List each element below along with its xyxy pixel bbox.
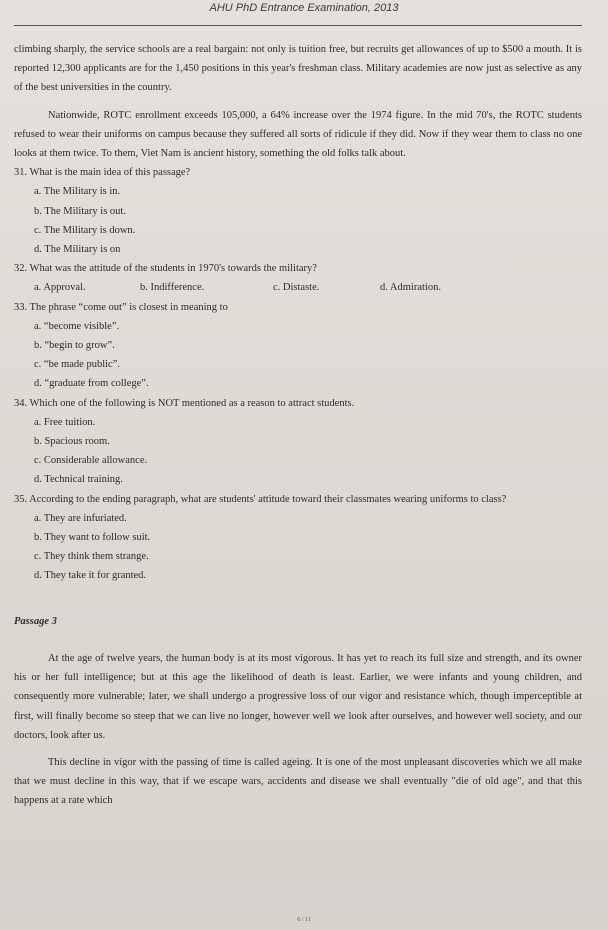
answer-option: d. Admiration. [380,282,441,294]
header-divider [14,25,582,26]
answer-option: d. “graduate from college”. [34,378,149,390]
answer-option: c. “be made public”. [34,359,120,371]
question-33 [14,298,582,394]
question-stem: 35. According to the ending paragraph, what are students' attitude toward their classmates wearing uniforms to class? [14,493,507,505]
question-stem: 33. The phrase “come out” is closest in meaning to [14,301,228,313]
question-35 [14,490,582,586]
answer-option: b. They want to follow suit. [34,532,151,544]
answer-option: d. The Military is on [34,244,121,256]
answer-option: b. “begin to grow”. [34,340,115,352]
question-32 [14,259,582,297]
answer-option: d. Technical training. [34,474,123,486]
page-number: 6 / 11 [297,917,311,923]
question-stem: 32. What was the attitude of the students in 1970's towards the military? [14,263,317,275]
question-stem: 31. What is the main idea of this passage? [14,167,191,179]
answer-option: c. They think them strange. [34,551,149,563]
answer-option: b. The Military is out. [34,205,126,217]
passage-paragraph: At the age of twelve years, the human body is at its most vigorous. It has yet to reach its full size and strength, and its owner his or her full intelligence; but at this age the likelihood of death is least. Earlier, we were infants and young children, and consequently more vulnerable; later, we shall undergo a progressive loss of our vigor and resistance which, though imperceptible at first, will finally become so steep that we can live no longer, however well we look after ourselves, and however well society, and our doctors, look after us. [14,652,582,741]
passage-paragraph: Nationwide, ROTC enrollment exceeds 105,000, a 64% increase over the 1974 figure. In the mid 70's, the ROTC students refused to wear their uniforms on campus because they suffered all sorts of ridicule if they did. Now if they wear them to class no one looks at them twice. To them, Viet Nam is ancient history, something the old folks talk about. [14,109,582,160]
page-content [14,40,582,811]
answer-option: b. Spacious room. [34,436,110,448]
answer-option: b. Indifference. [140,282,205,294]
question-34 [14,394,582,490]
answer-option: a. Approval. [34,282,86,294]
answer-option: c. The Military is down. [34,224,136,236]
answer-option: c. Considerable allowance. [34,455,148,467]
answer-option: c. Distaste. [273,282,320,294]
question-31 [14,163,582,259]
question-stem: 34. Which one of the following is NOT mentioned as a reason to attract students. [14,397,355,409]
answer-option: d. They take it for granted. [34,570,147,582]
answer-option: a. They are infuriated. [34,512,127,524]
page-header: AHU PhD Entrance Examination, 2013 [209,2,399,14]
passage-title: Passage 3 [14,615,57,627]
answer-option: a. The Military is in. [34,186,121,198]
answer-option: a. Free tuition. [34,416,96,428]
passage-paragraph: climbing sharply, the service schools are a real bargain: not only is tuition free, but recruits get allowances of up to $500 a mouth. It is reported 12,300 applicants are for the 1,450 positions in this year's freshman class. Military academies are now just as selective as any of the best universities in the country. [14,44,582,94]
answer-options-row [34,278,582,297]
passage-paragraph: This decline in vigor with the passing of time is called ageing. It is one of the most unpleasant discoveries which we all make that we must decline in this way, that if we escape wars, accidents and disease we shall eventually "die of old age", and that this happens at a rate which [14,756,582,807]
answer-option: a. “become visible”. [34,320,120,332]
